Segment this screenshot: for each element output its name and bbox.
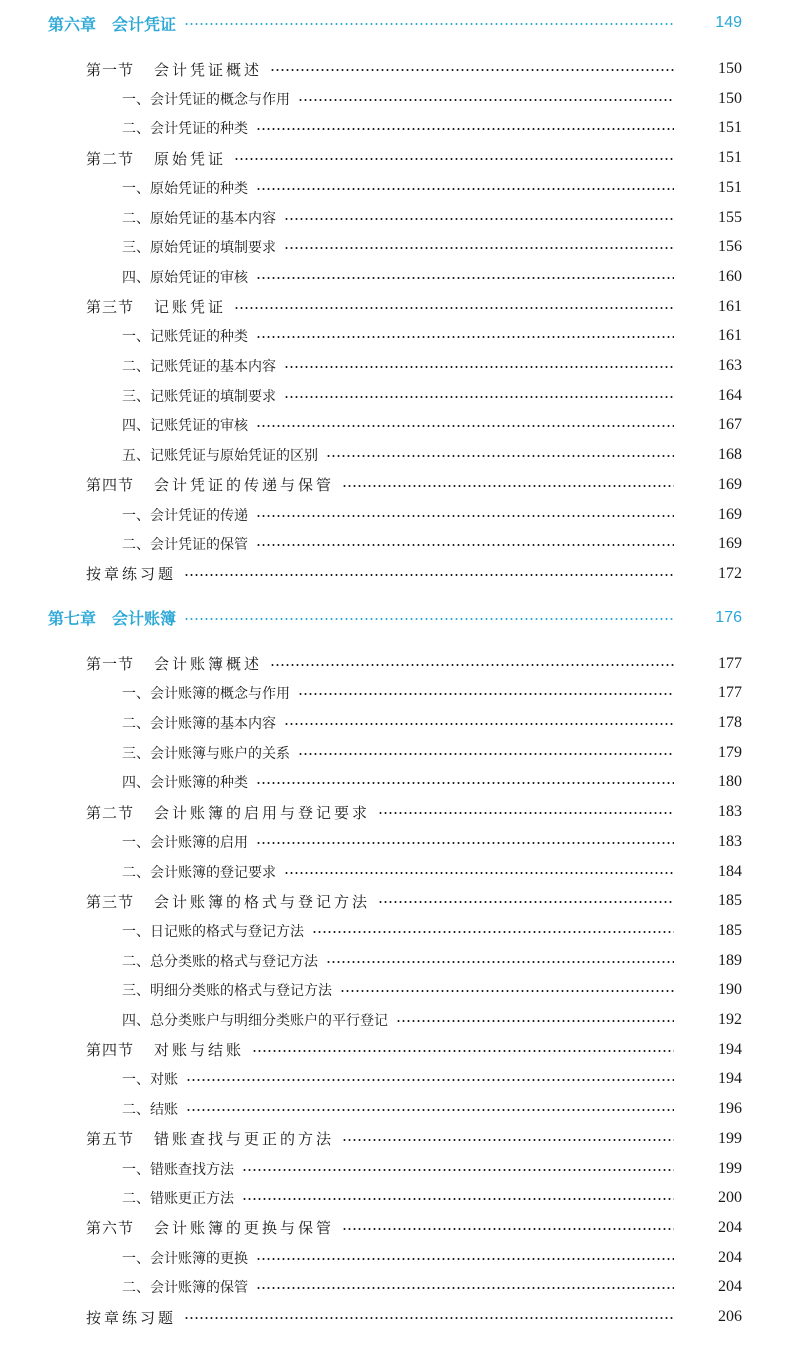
dot-leader bbox=[184, 23, 674, 25]
dot-leader bbox=[256, 277, 674, 279]
toc-item-row[interactable] bbox=[0, 678, 790, 708]
dot-leader bbox=[284, 872, 674, 874]
toc-entry-text: 会计凭证 bbox=[112, 14, 177, 34]
dot-leader bbox=[242, 1198, 674, 1200]
page-number: 169 bbox=[718, 475, 742, 493]
dot-leader bbox=[234, 307, 674, 309]
dot-leader bbox=[252, 1050, 674, 1052]
toc-entry-title: 三、会计账簿与账户的关系 bbox=[122, 745, 290, 762]
toc-entry-text: 会计账簿概述 bbox=[154, 655, 263, 674]
toc-entry-text: 会计凭证的传递与保管 bbox=[154, 476, 335, 495]
page-number: 183 bbox=[718, 832, 742, 850]
toc-entry-number: 第三节 bbox=[86, 298, 135, 317]
dot-leader bbox=[234, 158, 674, 160]
dot-leader bbox=[342, 1139, 674, 1141]
toc-entry-number: 第六节 bbox=[86, 1219, 135, 1238]
toc-item-row[interactable] bbox=[0, 1064, 790, 1094]
toc-entry-text: 原始凭证 bbox=[154, 149, 227, 168]
dot-leader bbox=[256, 425, 674, 427]
dot-leader bbox=[378, 812, 674, 814]
toc-entry-text: 会计账簿的格式与登记方法 bbox=[154, 892, 371, 911]
dot-leader bbox=[284, 396, 674, 398]
page-number: 176 bbox=[715, 608, 742, 626]
toc-section-row[interactable] bbox=[0, 1213, 790, 1243]
toc-entry-title bbox=[0, 12, 176, 35]
dot-leader bbox=[378, 901, 674, 903]
dot-leader bbox=[184, 618, 674, 620]
toc-entry-title bbox=[0, 296, 226, 317]
toc-entry-text: 对账与结账 bbox=[154, 1041, 245, 1060]
toc-entry-title: 二、会计凭证的种类 bbox=[122, 121, 248, 138]
page-number: 199 bbox=[718, 1129, 742, 1147]
toc-entry-text: 会计账簿的启用与登记要求 bbox=[154, 803, 371, 822]
toc-entry-number: 第二节 bbox=[86, 149, 135, 168]
page-number: 190 bbox=[718, 981, 742, 999]
page-number: 156 bbox=[718, 238, 742, 256]
page-number: 200 bbox=[718, 1189, 742, 1207]
toc-entry-text: 会计凭证概述 bbox=[154, 60, 263, 79]
toc-entry-text: 记账凭证 bbox=[154, 298, 227, 317]
dot-leader bbox=[326, 455, 674, 457]
page-number: 184 bbox=[718, 862, 742, 880]
toc-item-row[interactable] bbox=[0, 529, 790, 559]
page-number: 204 bbox=[718, 1248, 742, 1266]
toc-entry-title: 五、记账凭证与原始凭证的区别 bbox=[122, 448, 318, 465]
toc-item-row[interactable] bbox=[0, 857, 790, 887]
toc-entry-title: 按章练习题 bbox=[86, 565, 177, 584]
page-number: 155 bbox=[718, 208, 742, 226]
dot-leader bbox=[256, 336, 674, 338]
dot-leader bbox=[184, 1317, 674, 1319]
dot-leader bbox=[186, 1079, 674, 1081]
page-number: 183 bbox=[718, 803, 742, 821]
toc-section-row[interactable] bbox=[0, 54, 790, 84]
dot-leader bbox=[256, 128, 674, 130]
dot-leader bbox=[256, 842, 674, 844]
toc-entry-title: 四、会计账簿的种类 bbox=[122, 775, 248, 792]
dot-leader bbox=[312, 931, 674, 933]
toc-entry-title: 按章练习题 bbox=[86, 1308, 177, 1327]
page-number: 199 bbox=[718, 1159, 742, 1177]
page-number: 196 bbox=[718, 1100, 742, 1118]
page-number: 178 bbox=[718, 714, 742, 731]
dot-leader bbox=[342, 1228, 674, 1230]
toc-exercise-row[interactable] bbox=[0, 1302, 790, 1332]
dot-leader bbox=[284, 247, 674, 249]
toc-entry-title: 一、会计账簿的更换 bbox=[122, 1250, 248, 1267]
toc-item-row[interactable] bbox=[0, 1005, 790, 1035]
page-number: 192 bbox=[718, 1011, 742, 1028]
toc-item-row[interactable] bbox=[0, 916, 790, 946]
toc-entry-title bbox=[0, 148, 226, 169]
toc-entry-number: 第五节 bbox=[86, 1130, 135, 1149]
toc-entry-number: 第四节 bbox=[86, 1041, 135, 1060]
toc-entry-title: 二、错账更正方法 bbox=[122, 1191, 234, 1208]
dot-leader bbox=[256, 1258, 674, 1260]
toc-entry-title: 一、会计凭证的传递 bbox=[122, 507, 248, 524]
toc-entry-title: 二、总分类账的格式与登记方法 bbox=[122, 953, 318, 970]
toc-entry-text: 会计账簿 bbox=[112, 609, 177, 629]
toc-item-row[interactable] bbox=[0, 827, 790, 857]
toc-section-row[interactable] bbox=[0, 470, 790, 500]
page-number: 161 bbox=[718, 327, 742, 345]
page-number: 161 bbox=[718, 297, 742, 315]
toc-entry-title bbox=[0, 606, 176, 629]
toc-item-row[interactable] bbox=[0, 113, 790, 143]
toc-entry-title: 二、会计账簿的登记要求 bbox=[122, 864, 276, 881]
toc-entry-title: 四、原始凭证的审核 bbox=[122, 269, 248, 286]
dot-leader bbox=[186, 1109, 674, 1111]
toc-entry-title: 二、记账凭证的基本内容 bbox=[122, 359, 276, 375]
page-number: 177 bbox=[718, 654, 742, 672]
page-number: 177 bbox=[718, 684, 742, 702]
toc-item-row[interactable] bbox=[0, 262, 790, 292]
toc-entry-title: 二、会计账簿的保管 bbox=[122, 1280, 248, 1297]
toc-entry-title: 二、会计账簿的基本内容 bbox=[122, 716, 276, 732]
toc-entry-title bbox=[0, 59, 262, 80]
toc-entry-title bbox=[0, 891, 370, 912]
toc-section-row[interactable] bbox=[0, 143, 790, 173]
page-number: 169 bbox=[718, 505, 742, 523]
dot-leader bbox=[256, 515, 674, 517]
page-number: 151 bbox=[718, 149, 742, 167]
page-number: 189 bbox=[718, 951, 742, 969]
toc-item-row[interactable] bbox=[0, 738, 790, 768]
toc-chapter-row[interactable] bbox=[0, 8, 790, 38]
toc-entry-title: 一、会计凭证的概念与作用 bbox=[122, 91, 290, 108]
toc-item-row[interactable] bbox=[0, 1154, 790, 1184]
toc-entry-title bbox=[0, 1217, 334, 1238]
page-number: 206 bbox=[718, 1308, 742, 1325]
page-number: 180 bbox=[718, 773, 742, 791]
toc-section-row[interactable] bbox=[0, 886, 790, 916]
dot-leader bbox=[256, 544, 674, 546]
dot-leader bbox=[284, 218, 674, 220]
toc-entry-title: 四、记账凭证的审核 bbox=[122, 418, 248, 435]
toc-entry-title: 三、记账凭证的填制要求 bbox=[122, 388, 276, 405]
toc-item-row[interactable] bbox=[0, 1094, 790, 1124]
toc-entry-title: 一、会计账簿的启用 bbox=[122, 834, 248, 851]
dot-leader bbox=[256, 782, 674, 784]
toc-entry-text: 会计账簿的更换与保管 bbox=[154, 1219, 335, 1238]
toc-section-row[interactable] bbox=[0, 649, 790, 679]
toc-item-row[interactable] bbox=[0, 975, 790, 1005]
toc-item-row[interactable] bbox=[0, 232, 790, 262]
page-number: 194 bbox=[718, 1040, 742, 1058]
toc-section-row[interactable] bbox=[0, 1124, 790, 1154]
dot-leader bbox=[256, 1287, 674, 1289]
page-number: 151 bbox=[718, 178, 742, 196]
dot-leader bbox=[270, 69, 674, 71]
page-number: 204 bbox=[718, 1218, 742, 1236]
toc-entry-title: 二、会计凭证的保管 bbox=[122, 537, 248, 554]
page-number: 172 bbox=[718, 564, 742, 582]
dot-leader bbox=[284, 366, 674, 368]
toc-entry-title bbox=[0, 1039, 244, 1060]
page-number: 167 bbox=[718, 416, 742, 434]
toc-entry-title: 一、原始凭证的种类 bbox=[122, 180, 248, 197]
toc-entry-title: 二、结账 bbox=[122, 1102, 178, 1119]
toc-entry-title: 三、原始凭证的填制要求 bbox=[122, 240, 276, 257]
toc-entry-number: 第一节 bbox=[86, 60, 135, 79]
toc-item-row[interactable] bbox=[0, 708, 790, 738]
page-number: 160 bbox=[718, 267, 742, 285]
toc-entry-number: 第三节 bbox=[86, 892, 135, 911]
toc-section-row[interactable] bbox=[0, 797, 790, 827]
toc-item-row[interactable] bbox=[0, 767, 790, 797]
page-number: 168 bbox=[718, 446, 742, 464]
toc-entry-number: 第一节 bbox=[86, 655, 135, 674]
dot-leader bbox=[326, 961, 674, 963]
dot-leader bbox=[242, 1169, 674, 1171]
dot-leader bbox=[298, 753, 674, 755]
toc-entry-title bbox=[0, 802, 370, 823]
dot-leader bbox=[270, 664, 674, 666]
page-number: 204 bbox=[718, 1278, 742, 1296]
toc-item-row[interactable] bbox=[0, 1272, 790, 1302]
page-number: 179 bbox=[718, 743, 742, 761]
dot-leader bbox=[256, 188, 674, 190]
toc-entry-number: 第四节 bbox=[86, 476, 135, 495]
toc-entry-text: 错账查找与更正的方法 bbox=[154, 1130, 335, 1149]
toc-entry-title bbox=[0, 1128, 334, 1149]
toc-entry-number: 第七章 bbox=[48, 609, 97, 629]
toc-entry-title: 一、对账 bbox=[122, 1072, 178, 1089]
toc-item-row[interactable] bbox=[0, 203, 790, 233]
toc-entry-title: 一、记账凭证的种类 bbox=[122, 329, 248, 346]
page-number: 185 bbox=[718, 892, 742, 910]
toc-entry-title: 一、日记账的格式与登记方法 bbox=[122, 923, 304, 940]
toc-exercise-row[interactable] bbox=[0, 559, 790, 589]
toc-item-row[interactable] bbox=[0, 351, 790, 381]
toc-entry-number: 第二节 bbox=[86, 803, 135, 822]
toc-entry-title bbox=[0, 653, 262, 674]
page-number: 149 bbox=[715, 14, 742, 31]
page-number: 185 bbox=[718, 921, 742, 939]
dot-leader bbox=[284, 723, 674, 725]
toc-item-row[interactable] bbox=[0, 410, 790, 440]
dot-leader bbox=[340, 990, 674, 992]
page-number: 151 bbox=[718, 119, 742, 137]
toc-item-row[interactable] bbox=[0, 440, 790, 470]
page-number: 164 bbox=[718, 386, 742, 404]
dot-leader bbox=[298, 693, 674, 695]
toc-item-row[interactable] bbox=[0, 321, 790, 351]
page-number: 169 bbox=[718, 535, 742, 553]
toc-item-row[interactable] bbox=[0, 173, 790, 203]
dot-leader bbox=[298, 99, 674, 101]
toc-entry-title: 一、错账查找方法 bbox=[122, 1161, 234, 1178]
toc-entry-title: 二、原始凭证的基本内容 bbox=[122, 210, 276, 227]
toc-item-row[interactable] bbox=[0, 500, 790, 530]
toc-item-row[interactable] bbox=[0, 381, 790, 411]
toc-item-row[interactable] bbox=[0, 1183, 790, 1213]
toc-entry-title: 一、会计账簿的概念与作用 bbox=[122, 686, 290, 703]
dot-leader bbox=[396, 1020, 674, 1022]
page-number: 163 bbox=[718, 357, 742, 374]
toc-section-row[interactable] bbox=[0, 292, 790, 322]
dot-leader bbox=[342, 485, 674, 487]
toc-section-row[interactable] bbox=[0, 1035, 790, 1065]
page-number: 150 bbox=[718, 60, 742, 77]
toc-chapter-row[interactable] bbox=[0, 603, 790, 633]
toc-entry-title: 三、明细分类账的格式与登记方法 bbox=[122, 983, 332, 1000]
toc-item-row[interactable] bbox=[0, 84, 790, 114]
page-number: 150 bbox=[718, 89, 742, 107]
dot-leader bbox=[184, 574, 674, 576]
toc-item-row[interactable] bbox=[0, 946, 790, 976]
toc-item-row[interactable] bbox=[0, 1243, 790, 1273]
toc-entry-title: 四、总分类账户与明细分类账户的平行登记 bbox=[122, 1013, 388, 1029]
page-number: 194 bbox=[718, 1070, 742, 1088]
toc-entry-number: 第六章 bbox=[48, 14, 97, 34]
toc-entry-title bbox=[0, 474, 334, 495]
